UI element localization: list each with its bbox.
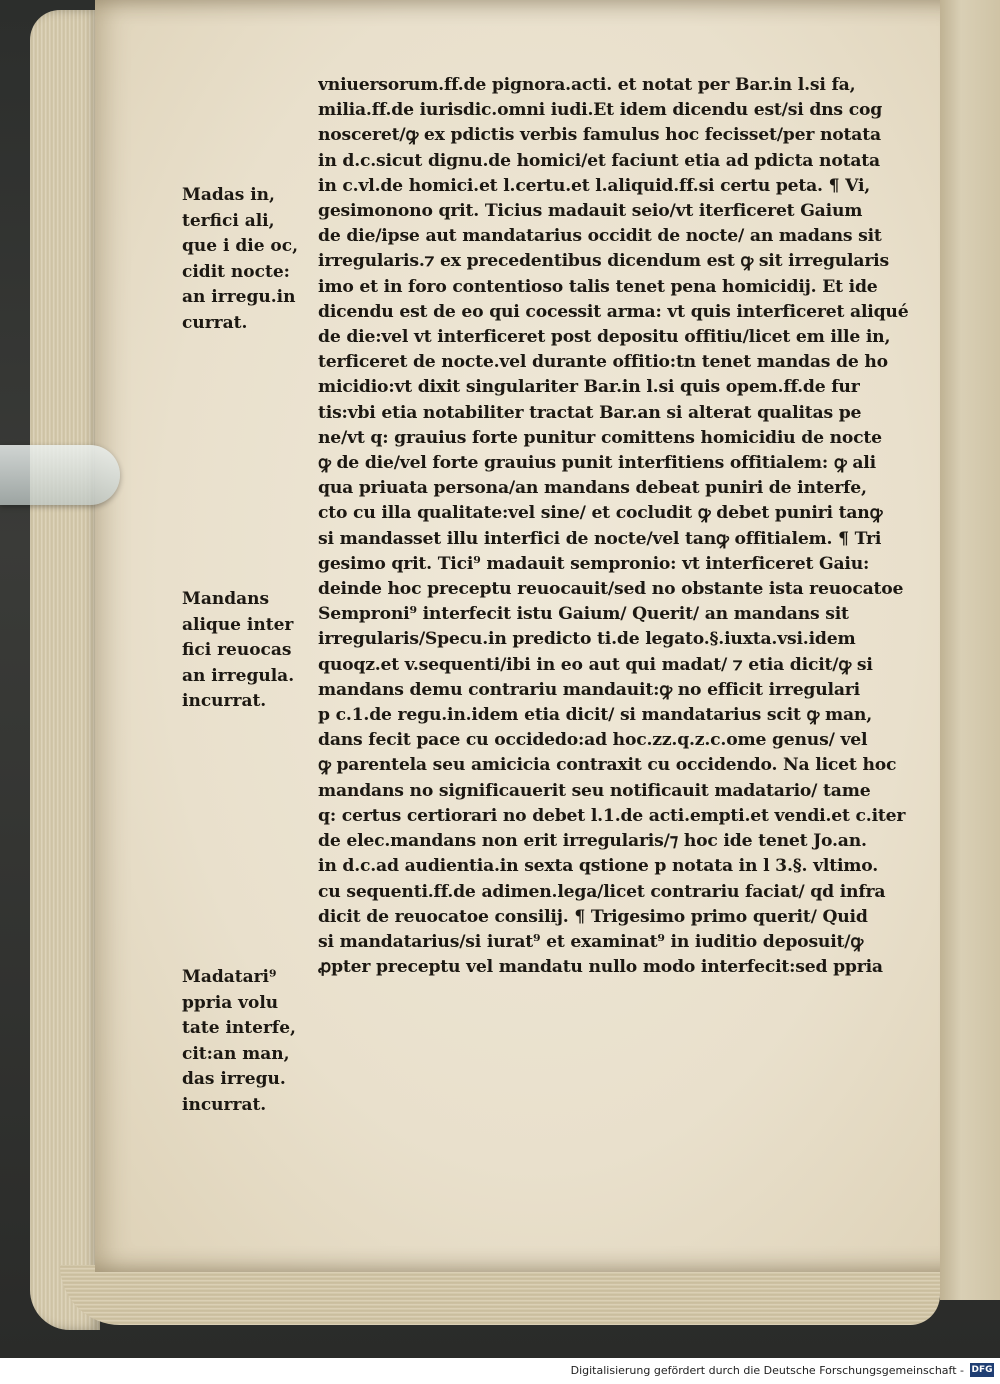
text-line: ne/vt q: grauius forte punitur comittens homicidiu de nocte bbox=[318, 427, 882, 448]
footer-bar bbox=[0, 1358, 1000, 1384]
text-line: deinde hoc preceptu reuocauit/sed no obstante ista reuocatoe bbox=[318, 579, 904, 600]
main-text-column bbox=[318, 73, 913, 980]
text-line: tis:vbi etia notabiliter tractat Bar.an si alterat qualitas pe bbox=[318, 402, 862, 423]
text-line: cto cu illa qualitate:vel sine/ et cocludit ꝙ debet puniri tanꝙ bbox=[318, 503, 883, 524]
page-clip bbox=[0, 445, 120, 505]
margin-note-line: ppria volu bbox=[182, 992, 279, 1013]
text-line: terficeret de nocte.vel durante offitio:tn tenet mandas de ho bbox=[318, 352, 888, 373]
margin-note-line: Madas in, bbox=[182, 185, 275, 205]
margin-note-line: tate interfe, bbox=[182, 1018, 296, 1038]
margin-note-line: alique inter bbox=[182, 614, 294, 635]
margin-note-line: fici reuocas bbox=[182, 640, 292, 660]
funding-credit: Digitalisierung gefördert durch die Deutsche Forschungsgemeinschaft - bbox=[570, 1364, 964, 1377]
margin-note-line: cit:an man, bbox=[182, 1043, 290, 1064]
margin-note-3 bbox=[182, 965, 312, 1118]
text-line: irregularis.⁊ ex precedentibus dicendum est ꝙ sit irregularis bbox=[318, 251, 889, 272]
text-line: vniuersorum.ff.de pignora.acti. et notat per Bar.in l.si fa, bbox=[318, 75, 856, 95]
text-line: de die/ipse aut mandatarius occidit de nocte/ an madans sit bbox=[318, 226, 882, 247]
text-line: ꝙ de die/vel forte grauius punit interfitiens offitialem: ꝙ ali bbox=[318, 453, 876, 474]
text-line: micidio:vt dixit singulariter Bar.in l.si quis opem.ff.de fur bbox=[318, 377, 860, 398]
text-line: mandans demu contrariu mandauit:ꝙ no efficit irregulari bbox=[318, 679, 860, 700]
book-bottom-edge bbox=[60, 1265, 940, 1325]
text-line: si mandatarius/si iurat⁹ et examinat⁹ in iuditio deposuit/ꝙ bbox=[318, 931, 864, 952]
text-line: cu sequenti.ff.de adimen.lega/licet contrariu faciat/ qd infra bbox=[318, 881, 886, 902]
text-line: in c.vl.de homici.et l.certu.et l.aliquid.ff.si certu peta. ¶ Vi, bbox=[318, 175, 871, 196]
margin-note-line: das irregu. bbox=[182, 1069, 286, 1089]
text-line: p c.1.de regu.in.idem etia dicit/ si mandatarius scit ꝙ man, bbox=[318, 705, 873, 726]
margin-note-line: an irregula. bbox=[182, 665, 295, 686]
margin-note-line: incurrat. bbox=[182, 691, 267, 711]
text-line: gesimo qrit. Tici⁹ madauit sempronio: vt interficeret Gaiu: bbox=[318, 553, 870, 574]
margin-note-line: que i die oc, bbox=[182, 236, 299, 256]
margin-note-line: incurrat. bbox=[182, 1094, 267, 1115]
margin-note-line: currat. bbox=[182, 312, 248, 333]
text-line: q: certus certiorari no debet l.1.de acti.empti.et vendi.et c.iter bbox=[318, 805, 906, 826]
text-line: milia.ff.de iurisdic.omni iudi.Et idem dicendu est/si dns cog bbox=[318, 100, 883, 121]
text-line: ꝙ parentela seu amicicia contraxit cu occidendo. Na licet hoc bbox=[318, 755, 897, 776]
text-line: nosceret/ꝙ ex pdictis verbis famulus hoc fecisset/per notata bbox=[318, 125, 881, 146]
text-line: imo et in foro contentioso talis tenet pena homicidij. Et ide bbox=[318, 276, 878, 297]
text-line: si mandasset illu interfici de nocte/vel tanꝙ offitialem. ¶ Tri bbox=[318, 528, 882, 549]
margin-note-line: an irregu.in bbox=[182, 287, 296, 307]
facing-page-gutter bbox=[940, 0, 1000, 1300]
text-line: irregularis/Specu.in predicto ti.de legato.§.iuxta.vsi.idem bbox=[318, 629, 856, 650]
text-line: gesimonono qrit. Ticius madauit seio/vt iterficeret Gaium bbox=[318, 201, 863, 222]
text-line: mandans no significauerit seu notificauit madatario/ tame bbox=[318, 780, 871, 801]
margin-note-2 bbox=[182, 587, 312, 715]
margin-note-line: cidit nocte: bbox=[182, 261, 290, 282]
dfg-logo: DFG bbox=[971, 1365, 993, 1375]
text-line: qua priuata persona/an mandans debeat puniri de interfe, bbox=[318, 478, 867, 499]
margin-note-1 bbox=[182, 183, 312, 336]
text-line: in d.c.sicut dignu.de homici/et faciunt etia ad pdicta notata bbox=[318, 150, 880, 171]
text-line: quoqz.et v.sequenti/ibi in eo aut qui madat/ ⁊ etia dicit/ꝙ si bbox=[318, 654, 873, 675]
margin-note-line: terfici ali, bbox=[182, 210, 275, 231]
margin-note-line: Madatari⁹ bbox=[182, 967, 277, 987]
text-line: Semproni⁹ interfecit istu Gaium/ Querit/ an mandans sit bbox=[318, 604, 849, 625]
text-line: dans fecit pace cu occidedo:ad hoc.zz.q.z.c.ome genus/ vel bbox=[318, 730, 868, 751]
text-line: ꝓpter preceptu vel mandatu nullo modo interfecit:sed ppria bbox=[318, 957, 883, 978]
book-fore-edge bbox=[30, 10, 100, 1330]
text-line: de elec.mandans non erit irregularis/⁊ hoc ide tenet Jo.an. bbox=[318, 831, 867, 852]
text-line: in d.c.ad audientia.in sexta qstione p notata in l 3.§. vltimo. bbox=[318, 856, 879, 877]
text-line: dicit de reuocatoe consilij. ¶ Trigesimo primo querit/ Quid bbox=[318, 906, 868, 927]
text-line: dicendu est de eo qui cocessit arma: vt quis interficeret aliqué bbox=[318, 301, 909, 322]
margin-note-line: Mandans bbox=[182, 589, 270, 609]
text-line: de die:vel vt interficeret post depositu offitiu/licet em ille in, bbox=[318, 327, 891, 348]
